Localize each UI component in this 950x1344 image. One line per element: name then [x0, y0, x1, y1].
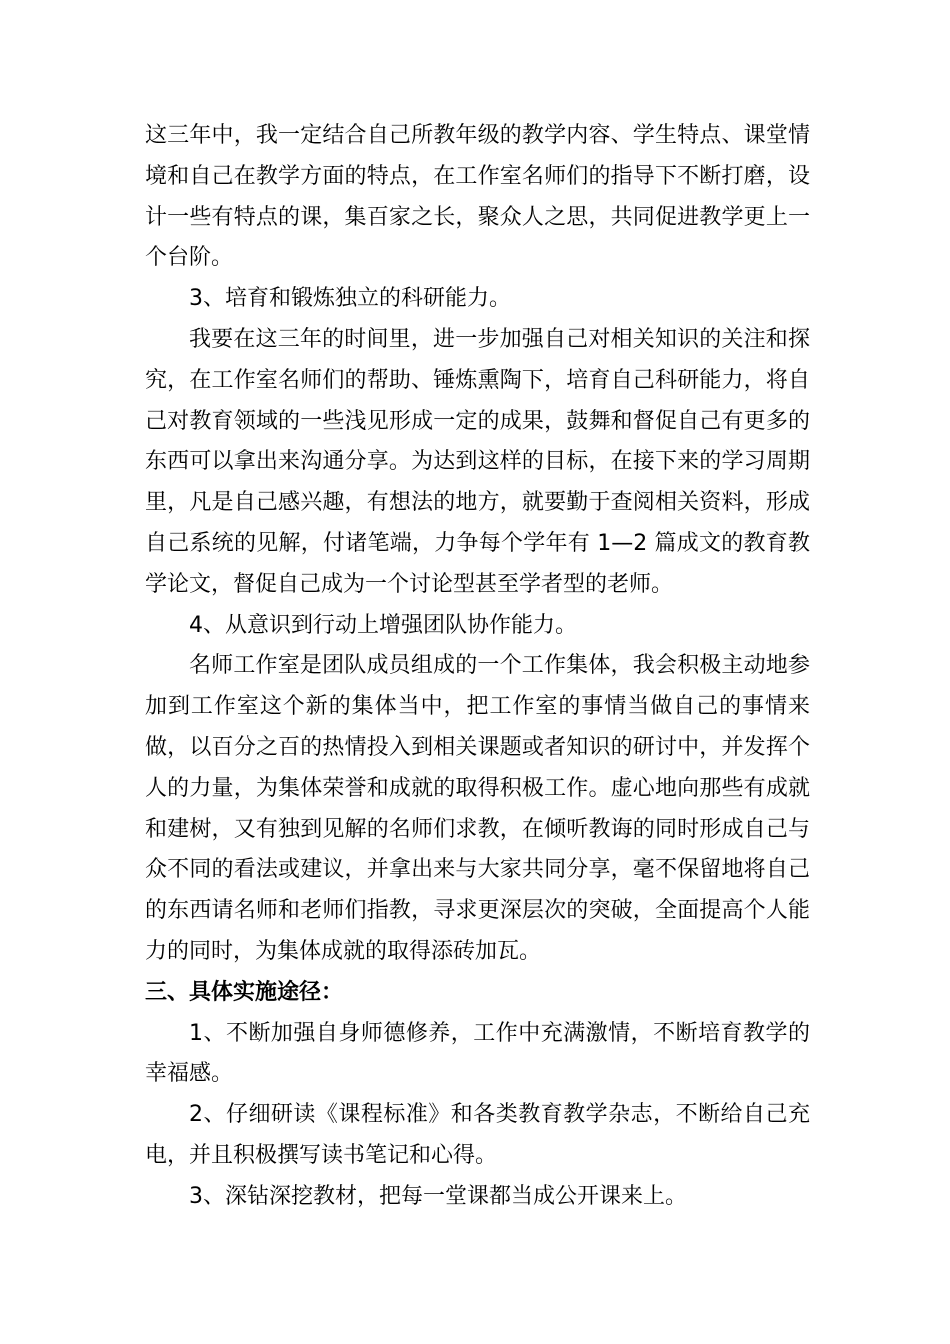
implementation-item-3: 3、深钻深挖教材，把每一堂课都当成公开课来上。: [189, 1183, 687, 1209]
implementation-item-2: 2、仔细研读《课程标准》和各类教育教学杂志，不断给自己充电，并且积极撰写读书笔记和心得。: [145, 1102, 810, 1168]
item-research-ability: 3、培育和锻炼独立的科研能力。: [189, 286, 511, 312]
document-body: [145, 116, 810, 1218]
paragraph-lesson-design: 这三年中，我一定结合自己所教年级的教学内容、学生特点、课堂情境和自己在教学方面的特点，在工作室名师们的指导下不断打磨，设计一些有特点的课，集百家之长，聚众人之思，共同促进教学更上一个台阶。: [145, 123, 810, 271]
paragraph-research-plan: 我要在这三年的时间里，进一步加强自己对相关知识的关注和探究，在工作室名师们的帮助、锤炼熏陶下，培育自己科研能力，将自己对教育领域的一些浅见形成一定的成果，鼓舞和督促自己有更多的东西可以拿出来沟通分享。为达到这样的目标，在接下来的学习周期里，凡是自己感兴趣，有想法的地方，就要勤于查阅相关资料，形成自己系统的见解，付诸笔端，力争每个学年有 1—2 篇成文的教育教学论文，督促自己成为一个讨论型甚至学者型的老师。: [145, 326, 810, 597]
item-teamwork-ability: 4、从意识到行动上增强团队协作能力。: [189, 612, 577, 638]
section-heading-implementation: 三、具体实施途径：: [145, 979, 344, 1005]
paragraph-teamwork-plan: 名师工作室是团队成员组成的一个工作集体，我会积极主动地参加到工作室这个新的集体当中，把工作室的事情当做自己的事情来做，以百分之百的热情投入到相关课题或者知识的研讨中，并发挥个人的力量，为集体荣誉和成就的取得积极工作。虚心地向那些有成就和建树，又有独到见解的名师们求教，在倾听教诲的同时形成自己与众不同的看法或建议，并拿出来与大家共同分享，毫不保留地将自己的东西请名师和老师们指教，寻求更深层次的突破，全面提高个人能力的同时，为集体成就的取得添砖加瓦。: [145, 653, 810, 964]
implementation-item-1: 1、不断加强自身师德修养，工作中充满激情，不断培育教学的幸福感。: [145, 1020, 810, 1087]
